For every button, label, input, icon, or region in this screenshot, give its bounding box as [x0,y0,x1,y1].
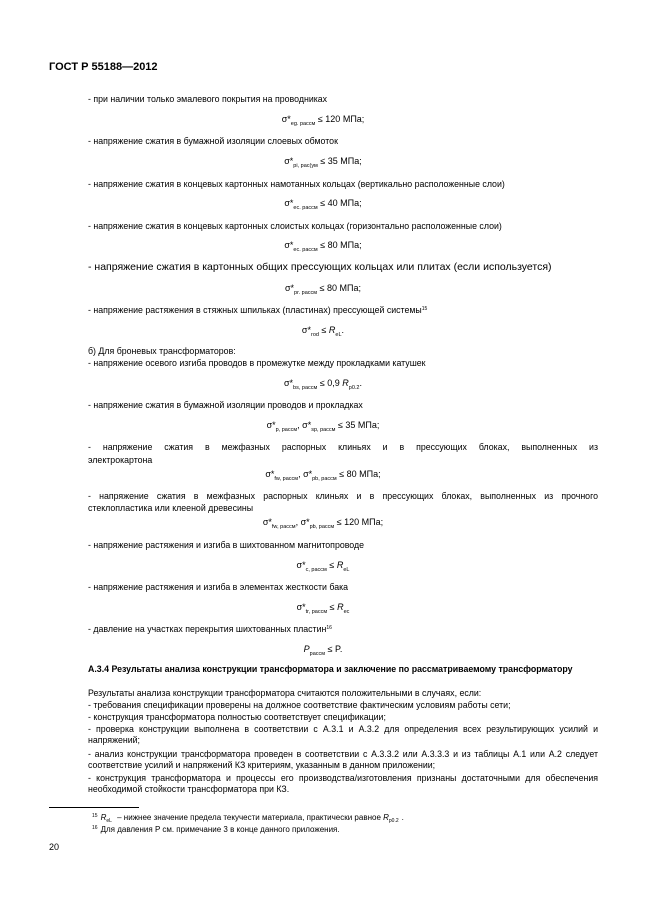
document-header: ГОСТ Р 55188—2012 [49,61,158,73]
formula: $\sigma*_{fw, paccм}$, $\sigma*_{pb, paccм} \le 120$ МПа; [262,517,384,530]
paragraph: - проверка конструкции выполнена в соответствии с А.3.1 и А.3.2 для определения всех результирующих усилий и напряжений; [88,724,598,745]
footnote-separator [49,807,139,808]
formula: $\sigma*_{bs, paccм} \le 0,9$ $R_{p0.2}$. [283,378,363,391]
paragraph: - требования спецификации проверены на должное соответствие фактическим условиям работы сети; [88,700,511,710]
formula: $\sigma*_{pr. paccм} \le 80$ МПа; [284,283,362,296]
footnote: $^{15}$ $R_{eL}$ – нижнее значение предела текучести материала, практически равное $R_{p0.2}$ . [92,813,404,824]
text-line: - напряжение сжатия в межфазных распорных клиньях и в прессующих блоках, выполненных из прочного [88,491,598,501]
text-line: - напряжение растяжения и изгиба в элементах жесткости бака [88,582,349,592]
text-line: - напряжение сжатия в бумажной изоляции слоевых обмоток [88,136,338,146]
page-number: 20 [49,842,60,852]
text-line: - при наличии только эмалевого покрытия на проводниках [88,94,328,104]
text-line: - давление на участках перекрытия шихтованных пластин$^{16}$ [88,624,332,634]
formula: $\sigma*_{pi, pac(ум} \le 35$ МПа; [284,156,362,169]
text-line: - напряжение сжатия в бумажной изоляции проводов и прокладках [88,400,363,410]
formula: $\sigma*_{rod} \le R_{eL}$. [301,325,345,338]
formula: $\sigma*_{ec. paccм} \le 80$ МПа; [284,240,362,253]
paragraph: - конструкция трансформатора и процессы его производства/изготовления признаны достаточными для обеспечения необходимой стойкости трансформатора при КЗ. [88,773,598,794]
text-line: - напряжение осевого изгиба проводов в промежутке между прокладками катушек [88,358,426,368]
paragraph: - конструкция трансформатора полностью соответствует спецификации; [88,712,386,722]
formula: $\sigma*_{c, paccм} \le R_{eL}$ [296,560,350,573]
formula: $\sigma*_{p, paccм}$, $\sigma*_{sp, paccм} \le 35$ МПа; [266,420,380,433]
text-line: стеклопластика или клееной древесины [88,503,254,513]
text-line: - напряжение растяжения в стяжных шпильках (пластинах) прессующей системы$^{15}$ [88,305,428,315]
section-title: А.3.4 Результаты анализа конструкции трансформатора и заключение по рассматриваемому трансформатору [88,664,573,674]
text-line: электрокартона [88,455,153,465]
formula: $P_{paccм} \le P$. [303,644,343,657]
paragraph: Результаты анализа конструкции трансформатора считаются положительными в случаях, если: [88,688,482,698]
text-line: - напряжение растяжения и изгиба в шихтованном магнитопроводе [88,540,365,550]
formula: $\sigma*_{tr, paccм} \le R_{ec}$ [296,602,350,615]
text-line: - напряжение сжатия в концевых картонных слоистых кольцах (горизонтально расположенные слои) [88,221,502,231]
paragraph: - анализ конструкции трансформатора проведен в соответствии с А.3.3.2 или А.3.3.3 и из таблицы А.1 или А.2 следует соответствие усилий и напряжений КЗ критериям, указанным в данном приложении; [88,749,598,770]
text-line: - напряжение сжатия в концевых картонных намотанных кольцах (вертикально расположенные слои) [88,179,505,189]
formula: $\sigma*_{ec. paccм} \le 40$ МПа; [284,198,362,211]
text-line: б) Для броневых трансформаторов: [88,346,236,356]
formula: $\sigma*_{eg. paccм} \le 120$ МПа; [281,114,365,127]
text-line: - напряжение сжатия в картонных общих прессующих кольцах или плитах (если используется) [88,261,552,273]
formula: $\sigma*_{fw, paccм}$, $\sigma*_{pb, paccм} \le 80$ МПа; [265,469,381,482]
text-line: - напряжение сжатия в межфазных распорных клиньях и в прессующих блоках, выполненных из [88,442,598,452]
footnote: $^{16}$ Для давления P см. примечание 3 в конце данного приложения. [92,825,340,834]
